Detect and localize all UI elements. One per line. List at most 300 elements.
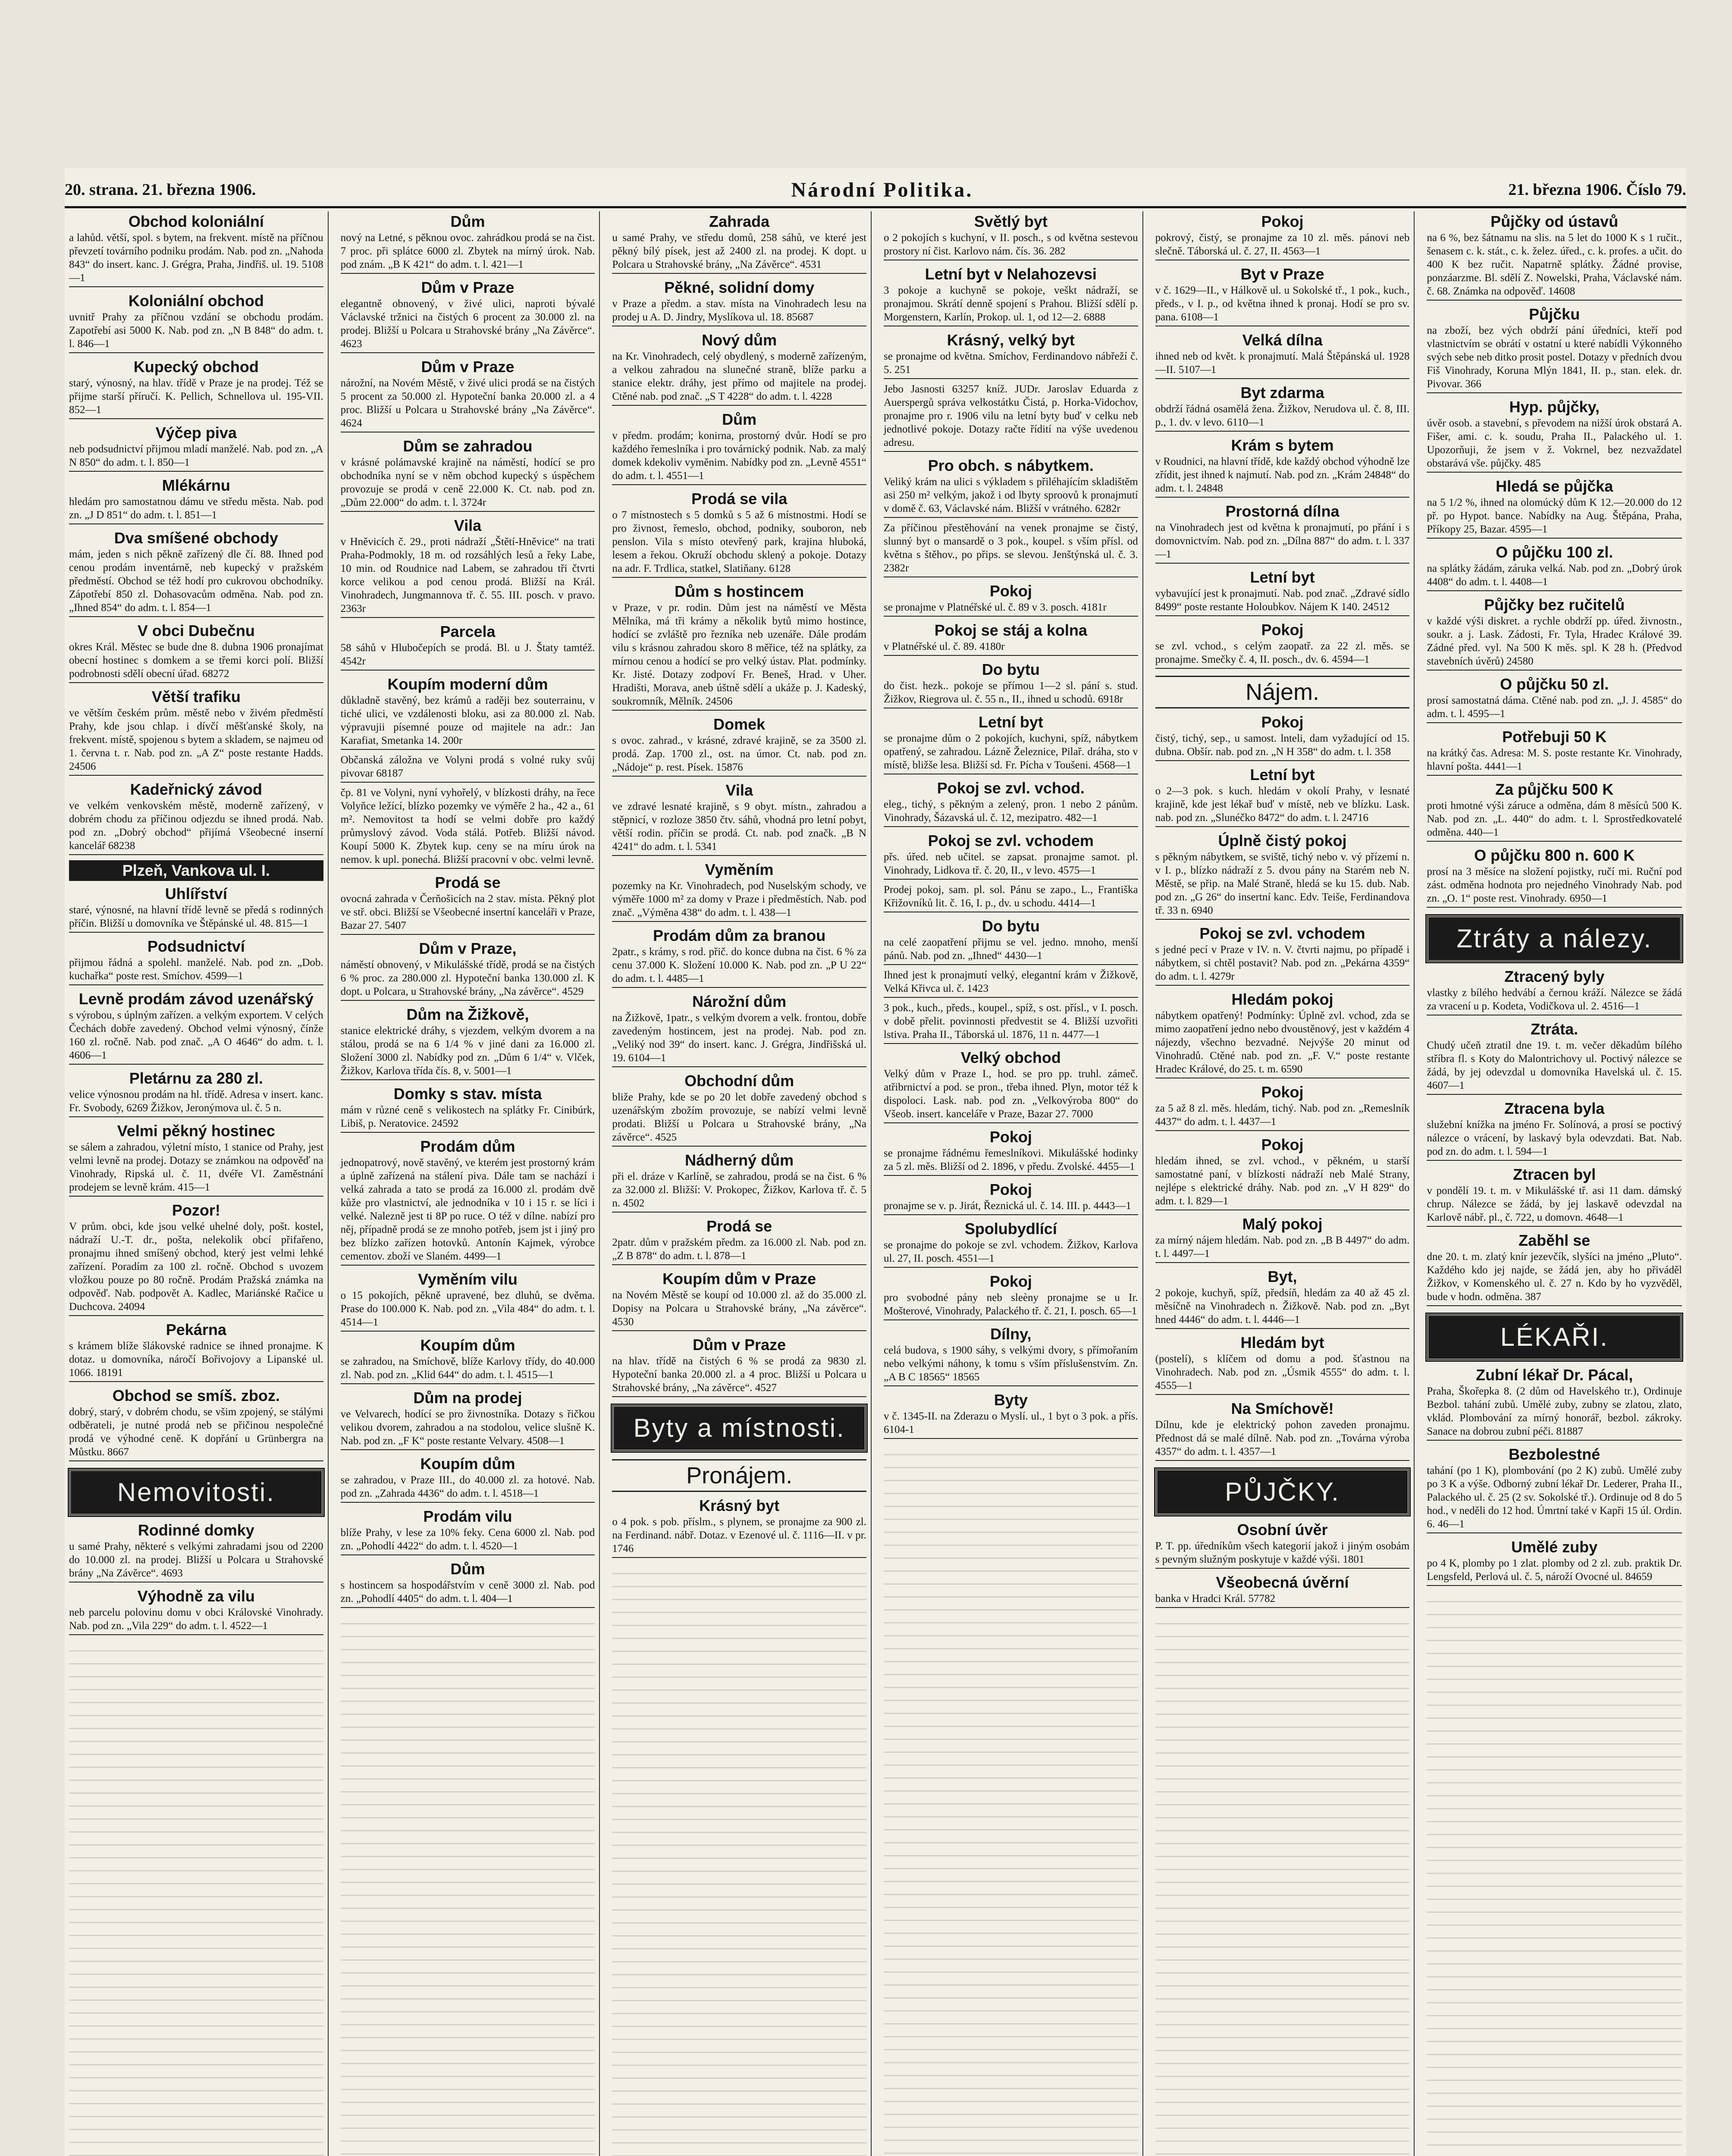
ad-separator xyxy=(612,577,866,578)
ad-separator xyxy=(1427,1160,1682,1161)
ad-text: banka v Hradci Král. 57782 xyxy=(1155,1593,1276,1604)
classified-ad xyxy=(1155,989,1410,1080)
ad-text: Velký dům v Praze I., hod. se pro pp. truhl. zámeč. atřibrnictví a pod. se pron., třeba ihned. Plyn, motor též k dispoloci. Lask. nab. pod zn. „Velkovýroba 800“ do Všeob. insert. kanceláře v Praze, Bazar 27. 7000 xyxy=(884,1068,1138,1120)
section-heading: Pronájem. xyxy=(612,1459,866,1492)
ad-title: Pokoj xyxy=(1261,713,1304,731)
ad-text: Veliký krám na ulici s výkladem s přiléhajícím skladištěm asi 250 m² velkým, jakož i od lbyty sproovů k pronajmutí v domě č. 63, Václavské nám. Bližší v vrátného. 6282r xyxy=(884,476,1138,514)
ad-title: Pokoj xyxy=(1261,1083,1304,1101)
classified-ad xyxy=(341,786,595,871)
ad-text: ovocná zahrada v Čerňošicích na 2 stav. místa. Pěkný plot ve stř. obci. Bližší se Všeobecné insertní kanceláři v Praze, Bazar 27. 5407 xyxy=(340,893,595,931)
ad-text: s jedné pecí v Praze v IV. n. V. čtvrti najmu, po případě i nábytkem, si chtěl postavit? Nab. pod zn. „Pekárna 4359“ do adm. t. l. 4279r xyxy=(1155,944,1410,982)
ad-separator xyxy=(612,987,866,988)
ad-title: Dům xyxy=(450,213,485,230)
classified-ad xyxy=(341,753,595,784)
ad-title: Úplně čistý pokoj xyxy=(1218,832,1347,849)
ad-text: jednopatrový, nově stavěný, ve kterém jest prostorný krám a úplně zařízená na stálení piva. Dále tam se nachází i velká zahrada a tato se prodá za 16.000 zl. prodám dvě kůže pro vlastnictví, ale jednodníka v 10 i 15 r. se líci i velké. Nalezně jest ti 8P po ruce. O též v dílne. nabízí pro něj, případně prodá se ze mnoho potřeb, jsem jst i jiný pro bez blízko zařízen hotovků. Antonín Kajmek, výrobce cementov. zboží ve Slaném. 4499—1 xyxy=(340,1157,595,1262)
ad-text: v předm. prodám; konirna, prostorný dvůr. Hodí se pro každého řemeslníka i pro továrnický podnik. Nab. za malý domek kdekoliv vyměnim. Nabídky pod zn. „Levně 4551“ do adm. t. l. 4551—1 xyxy=(612,430,866,482)
ad-separator xyxy=(341,1079,595,1080)
ad-title: Potřebuji 50 K xyxy=(1502,728,1607,746)
ad-title: Výčep piva xyxy=(155,424,237,442)
ad-title: Obchod koloniální xyxy=(128,213,264,230)
ad-separator xyxy=(612,273,866,274)
ad-separator xyxy=(1155,497,1410,498)
ad-separator xyxy=(612,405,866,406)
classified-ad xyxy=(69,528,323,619)
ad-separator xyxy=(341,670,595,671)
ad-text: pozemky na Kr. Vinohradech, pod Nuselským schody, ve výměře 1000 m² za domy v Praze i předměstích. Nab. pod znač. „Výměna 438“ do adm. t. l. 438—1 xyxy=(612,880,866,918)
ad-title: Dům na Žižkově, xyxy=(406,1006,529,1023)
classified-ad xyxy=(69,1121,323,1198)
ad-separator xyxy=(612,1146,866,1147)
ad-text: elegantně obnovený, v živé ulici, naproti bývalé Václavské tržnici na čistých 6 procent za 30.000 zl. na prodej. Bližší u Polcara u Strahovské brány „Na Závěrce“. 4623 xyxy=(340,298,595,350)
classified-ad xyxy=(1155,620,1410,671)
ad-title: Dům v Praze xyxy=(693,1336,786,1354)
ad-text: prosí samostatná dáma. Ctěné nab. pod zn. „J. J. 4585“ do adm. t. l. 4595—1 xyxy=(1427,695,1682,720)
classified-ad xyxy=(612,780,866,858)
classified-ad xyxy=(884,659,1138,710)
ad-separator xyxy=(1427,538,1682,539)
classified-ad xyxy=(69,1385,323,1463)
classified-ad xyxy=(612,1071,866,1148)
classified-ad xyxy=(341,1084,595,1134)
ad-title: Dům v Praze xyxy=(421,358,515,376)
classified-ad xyxy=(884,1324,1138,1388)
ad-title: Kupecký obchod xyxy=(133,358,259,376)
classified-ad xyxy=(1155,1398,1410,1463)
ad-title: Spolubydlící xyxy=(964,1220,1057,1238)
classified-ad xyxy=(1155,1266,1410,1331)
ad-title: Na Smíchově! xyxy=(1231,1400,1334,1417)
masthead-right: 21. března 1906. Číslo 79. xyxy=(1508,181,1686,199)
ad-separator xyxy=(1155,1394,1410,1395)
ad-title: Dům s hostincem xyxy=(675,583,804,600)
ad-text: na Vinohradech jest od května k pronajmutí, po přání i s domovnictvím. Nab. pod zn. „Dílna 887“ do adm. t. l. 337—1 xyxy=(1155,522,1410,560)
ad-text: Praha, Škořepka 8. (2 dům od Havelského tr.), Ordinuje Bezbol. tahání zubů. Umělé zuby, zubny se zlatou, zlato, vklád. Plombování za mírný honorář, bezbol. zákroky. Sanace na dobrou zubní péči. 81887 xyxy=(1427,1385,1682,1437)
ad-text: v Hněvicích č. 29., proti nádraží „Štětí-Hněvice“ na trati Praha-Podmokly, 18 m. od rozsáhlých lesů a řeky Labe, 10 min. od Roudnice nad Labem, se zahradou tři čtvrti korce velikou a pod cenou prodá. Bližší na Král. Vinohradech, Jungmannova tř. č. 55. III. posch. v pravo. 2363r xyxy=(340,536,595,614)
ad-text: s hostincem sa hospodářstvím v ceně 3000 zl. Nab. pod zn. „Pohodlí 4405“ do adm. t. l. 404—1 xyxy=(340,1579,595,1604)
ad-text: blíže Prahy, v lese za 10% feky. Cena 6000 zl. Nab. pod zn. „Pohodlí 4422“ do adm. t. l. 4520—1 xyxy=(340,1527,595,1552)
column-filler xyxy=(69,1639,323,2156)
ad-separator xyxy=(341,1554,595,1555)
ad-separator xyxy=(612,1557,866,1558)
ad-text: do čist. hezk.. pokoje se přímou 1—2 sl. pání s. stud. Žižkov, Riegrova ul. č. 55 n., II., ihned u schodů. 6918r xyxy=(884,680,1138,705)
ad-separator xyxy=(1155,1130,1410,1131)
ad-separator xyxy=(69,984,323,985)
ad-title: Pro obch. s nábytkem. xyxy=(928,457,1094,474)
ad-text: ve větším českém prům. městě nebo v živém předměstí Prahy, kde jsou chlap. i dívčí měšťanské školy, na frekvent. místě, spojenou s bytem a skladem, se najmeu od 1. června t. r. Nab. pod zn. „A Z“ poste restante Hadds. 24506 xyxy=(69,707,323,772)
ad-separator xyxy=(69,471,323,472)
ad-separator xyxy=(1427,722,1682,723)
ad-title: Pokoj xyxy=(989,1128,1032,1146)
ad-separator xyxy=(69,1064,323,1065)
ad-text: na zboží, bez vých obdrží pání úředníci, kteří pod vlastnictvím se obrátí v ostatní u které nabídli Výkonného svých sebe neb ditko prosit postel. Dotazy v předních dvou Fiš Vinohrady, Koruna Mlýn 1841, II. p., stan. elek. dr. Pivovar. 366 xyxy=(1427,325,1682,390)
ad-text: pro svobodné pány neb sleèny pronajme se u Ir. Mošterové, Vinohrady, Palackého tř. č. 21, I. posch. 65—1 xyxy=(884,1292,1138,1317)
ad-separator xyxy=(341,868,595,869)
classified-ad xyxy=(884,712,1138,776)
classified-ad xyxy=(884,521,1138,579)
ad-separator xyxy=(69,616,323,617)
ad-separator xyxy=(1155,615,1410,616)
classified-ad xyxy=(341,1136,595,1267)
column-filler xyxy=(612,1561,866,2156)
classified-ad xyxy=(1427,1019,1682,1097)
classified-ad xyxy=(1427,1230,1682,1308)
ad-title: Letní byt xyxy=(1250,568,1315,586)
ad-separator xyxy=(612,484,866,485)
ad-separator xyxy=(69,1116,323,1117)
ad-title: Nový dům xyxy=(702,331,777,349)
ad-text: v každé výši diskret. a rychle obdrží pp. úřed. živnostn., soukr. a j. Lask. Zádosti, Fr. Tyla, Hradec Králové 39. Zádné před. vyl. Na 500 K měs. spl. K 28 h. (Předvod stavebních úvěrů) 24580 xyxy=(1427,615,1682,667)
classified-ad xyxy=(69,686,323,777)
ad-separator xyxy=(884,879,1138,880)
masthead-left: 20. strana. 21. března 1906. xyxy=(65,181,256,199)
ad-text: u samé Prahy, ve středu domů, 258 sáhů, ve které jest pěkný bílý písek, jest až 2400 zl. na prodej. K dopt. u Polcara u Strahovské brány, „Na Závěrce“. 4531 xyxy=(612,232,866,270)
classified-ad xyxy=(1155,211,1410,262)
ad-title: Prodám dům xyxy=(420,1138,515,1155)
classified-ad xyxy=(612,211,866,276)
ad-text: Za příčinou přestěhování na venek pronajme se čistý, slunný byt o mansardě o 3 pok., koupel. s vším přísl. od května s štěhov., po přips. se slevou. Jenštýnská ul. č. 3. 2382r xyxy=(884,522,1138,574)
classified-ad xyxy=(341,1269,595,1333)
classified-ad xyxy=(612,277,866,328)
classified-ad xyxy=(1155,382,1410,433)
ad-separator xyxy=(341,934,595,935)
ad-title: Pokoj xyxy=(1261,621,1304,639)
ad-separator xyxy=(341,352,595,353)
classified-ad xyxy=(884,581,1138,618)
ad-text: s krámem blíže šlákovské radnice se ihned pronajme. K dotaz. u domovníka, náročí Bořivojovy a Lipanské ul. 1066. 18191 xyxy=(69,1340,323,1379)
classified-ad xyxy=(69,211,323,289)
column-6 xyxy=(1422,211,1686,2156)
classified-ad xyxy=(341,1004,595,1082)
ad-text: 58 sáhů v Hlubočepích se prodá. Bl. u J. Štaty tamtéž. 4542r xyxy=(340,642,595,667)
classified-ad xyxy=(612,1150,866,1214)
classified-ad xyxy=(69,620,323,685)
ad-title: Koupím dům v Praze xyxy=(662,1270,816,1288)
ad-text: na splátky žádám, záruka velká. Nab. pod zn. „Dobrý úrok 4408“ do adm. t. l. 4408—1 xyxy=(1427,563,1682,588)
ad-text: vlastky z bílého hedvábí a černou kráží. Nálezce se žádá za vracení u p. Kodeta, Vodičkova ul. 2. 4516—1 xyxy=(1427,987,1682,1012)
ad-separator xyxy=(884,1175,1138,1176)
classified-ad xyxy=(1155,435,1410,499)
classified-ad xyxy=(884,1179,1138,1217)
ad-separator xyxy=(341,1449,595,1450)
ad-title: Půjčky od ústavů xyxy=(1490,213,1619,230)
ad-text: přs. úřed. neb učitel. se zapsat. pronajme samot. pl. Vinohrady, Lidkova tř. č. 20, II., v levo. 4575—1 xyxy=(884,851,1138,876)
ad-text: pronajme se v. p. Jirát, Řeznická ul. č. 14. III. p. 4443—1 xyxy=(884,1200,1131,1212)
classified-ad xyxy=(341,277,595,355)
ad-separator xyxy=(612,710,866,711)
ad-title: Obchod se smíš. zboz. xyxy=(112,1387,280,1404)
classified-ad xyxy=(69,936,323,987)
ad-title: Zaběhl se xyxy=(1519,1232,1591,1249)
ad-separator xyxy=(341,1331,595,1332)
ad-separator xyxy=(612,1264,866,1265)
ad-text: u samé Prahy, některé s velkými zahradami jsou od 2200 do 10.000 zl. na prodej. Bližší u Polcara u Strahovské brány „Na Závěrce“. 4693 xyxy=(69,1541,323,1579)
classified-ad xyxy=(1427,304,1682,395)
classified-ad xyxy=(1155,830,1410,921)
ad-text: v č. 1345-II. na Zderazu o Myslí. ul., 1 byt o 3 pok. a přís. 6104-1 xyxy=(884,1410,1138,1435)
ad-separator xyxy=(1155,826,1410,827)
ad-title: Mlékárnu xyxy=(162,476,230,494)
classified-ad xyxy=(884,620,1138,658)
classified-ad xyxy=(1427,476,1682,540)
ad-title: Krásný byt xyxy=(699,1497,780,1514)
ad-text: v č. 1629—II., v Hálkově ul. u Sokolské tř., 1 pok., kuch., předs., v I. p., od května ihned k pronaj. Hodí se pro sv. pana. 6108—1 xyxy=(1155,285,1410,323)
ad-separator xyxy=(884,1043,1138,1044)
classified-ad xyxy=(341,357,595,434)
ad-separator xyxy=(1155,919,1410,920)
classified-ad xyxy=(69,779,323,857)
ad-title: Velký obchod xyxy=(960,1049,1061,1066)
classified-ad xyxy=(612,330,866,407)
column-filler xyxy=(1427,1589,1682,2156)
ad-title: Dva smíšené obchody xyxy=(114,529,278,547)
ad-title: Za půjčku 500 K xyxy=(1495,780,1614,798)
ad-text: důkladně stavěný, bez krámů a raději bez souterrainu, v tiché ulici, ve vzdálenosti bloku, asi za 80.000 zl. Nab. výpravujii písemné pouze od majitele na adr.: Jan Karafiat, Smetanka 14. 200r xyxy=(340,695,595,746)
section-banner: Byty a místnosti. xyxy=(612,1405,866,1451)
ad-text: na Novém Městě se koupí od 10.000 zl. až do 35.000 zl. Dopisy na Polcara u Strahovské brány, „Na závěrce“. 4530 xyxy=(612,1289,866,1328)
ad-text: na Žižkově, 1patr., s velkým dvorem a velk. frontou, dobře zavedeným hostincem, jest na prodej. Nab. pod zn. „Veliký nod 39“ do insert. kanc. J. Grégra, Jindřišská ul. 19. 6104—1 xyxy=(612,1012,866,1064)
classified-ad xyxy=(1427,674,1682,725)
classified-ad xyxy=(1155,1082,1410,1133)
column-1 xyxy=(65,211,329,2156)
ad-title: Pokoj xyxy=(1261,213,1304,230)
ad-separator xyxy=(1427,1094,1682,1095)
classified-ad xyxy=(341,515,595,620)
ad-text: čp. 81 ve Volyni, nyní vyhořelý, v blízkosti dráhy, na řece Volyňce ležící, blízko pozemky ve výměře 2 ha., 42 a., 61 m². Nemovitost ta hodí se velmi dobře pro každý průmyslový závod. Voda stálá. Potřeb. Bližší návod. Koupí 5000 K. Zbytek kup. ceny se na míru úrok na nemov. k upl. ponechá. Bližší pracovní v obc. velmi levně. xyxy=(340,787,595,865)
classified-ad xyxy=(1427,1365,1682,1442)
ad-text: neb podsudnictví přijmou mladí manželé. Nab. pod zn. „A N 850“ do adm. t. l. 850—1 xyxy=(69,443,323,468)
ad-title: Prodá se vila xyxy=(691,490,788,508)
ad-text: v Praze a předm. a stav. místa na Vinohradech lesu na prodej u A. D. Jindry, Myslíkova ul. 18. 85687 xyxy=(612,298,866,323)
ad-text: čistý, tichý, sep., u samost. lnteli, dam vyžadující od 15. dubna. Obšír. nab. pod zn. „N H 358“ do adm. t. l. 358 xyxy=(1155,733,1410,758)
ad-text: na Kr. Vinohradech, celý obydlený, s moderně zařízeným, a velkou zahradou na slunečné straně, blíže parku a stanice elektr. dráhy, jest přímo od majitele na prodej. Ctěné nab. pod znač. „S T 4228“ do adm. t. l. 4228 xyxy=(612,351,866,402)
ad-text: (postelí), s klíčem od domu a pod. šťastnou na Vinohradech. Nab. pod zn. „Úsmik 4555“ do adm. t. l. 4555—1 xyxy=(1155,1353,1410,1391)
classified-ad xyxy=(612,489,866,580)
ad-title: Pěkné, solidní domy xyxy=(664,279,815,296)
ad-text: o 7 místnostech s 5 domků s 5 až 6 místnostmi. Hodí se pro živnost, řemeslo, obchod, podniky, souboron, neb penslon. Vila s místo otevřený park, krajina hluboká, lesem a řekou. Okruží obchodu sklený a pokoje. Dotazy na adr. F. Trdlica, statkel, Slatiňany. 6128 xyxy=(612,509,866,574)
ad-text: se pronajme řádnému řemeslníkovi. Mikulášské hodinky za 5 zl. měs. Bližší od 2. 1896, v předu. Zvolské. 4455—1 xyxy=(884,1147,1138,1172)
ad-text: v Roudnici, na hlavní třídě, kde každý obchod výhodně lze zřídit, jest ihned k najmutí. Nab. pod zn. „Krám 24848“ do adm. t. l. 24848 xyxy=(1155,456,1410,494)
ad-title: Podsudnictví xyxy=(147,937,245,955)
ad-text: se sálem a zahradou, výletní místo, 1 stanice od Prahy, jest velmi levně na prodej. Dotazy se známkou na odpověď na Vinohrady, Ripská ul. č. 11, dvéře VI. Zaměstnání prodejem se levně krám. 415—1 xyxy=(69,1141,323,1193)
ad-separator xyxy=(1427,392,1682,393)
ad-title: Byt v Praze xyxy=(1240,265,1324,283)
ad-text: stanice elektrické dráhy, s vjezdem, velkým dvorem a na stálou, prodá se na 6 1/4 % v jiné dani za 16.000 zl. Složení 3000 zl. Nabídky pod zn. „Dům 6 1/4“ v. Vlček, Žižkov, Karlova třída čís. 8, v. 5001—1 xyxy=(340,1025,595,1077)
ad-title: O půjčku 100 zl. xyxy=(1496,543,1613,561)
ad-text: Občanská záložna ve Volyni prodá s volné ruky svůj pivovar 68187 xyxy=(340,754,595,779)
column-2 xyxy=(336,211,600,2156)
ad-text: v Praze, v pr. rodin. Dům jest na náměstí ve Města Mělníka, má tři krámy a několik bytů mimo hostince, hodící se zvláště pro řezníka neb uzenáře. Dále prodám vilu s krásnou zahradou skoro 8 měřice, též na splátky, za mírnou cenou a hodící se pro velký ústav. Plat. podmínky. Kr. Jisté. Dotazy zodpoví Fr. Beneš, Hrad. v Uher. Hradišti, Morava, aneb úštně sdělí a ukáže p. J. Kadeský, soukromník, Mělník. 24506 xyxy=(612,602,866,707)
ad-separator xyxy=(341,1000,595,1001)
ad-text: v pondělí 19. t. m. v Mikulášské tř. asi 11 dam. dámský chrup. Nálezce se žádá, by jej laskavě odevzdal na Karlově nábř. pl., č. 722, u domovn. 4648—1 xyxy=(1427,1185,1682,1223)
ad-title: Koloniální obchod xyxy=(128,292,264,310)
classified-ad xyxy=(884,883,1138,914)
ad-text: celá budova, s 1900 sáhy, s velkými dvory, s přímořaním nebo velkými náhony, k tomu s vším příslušenstvím. Zn. „A B C 18565“ 18565 xyxy=(884,1344,1138,1383)
classified-ad xyxy=(884,968,1138,1000)
classified-ad xyxy=(69,357,323,421)
ad-title: Hyp. půjčky, xyxy=(1509,398,1600,416)
ad-separator xyxy=(1427,907,1682,908)
ad-heading: Plzeň, Vankova ul. I. xyxy=(69,860,323,881)
ad-title: Prodám vilu xyxy=(423,1507,512,1525)
column-4 xyxy=(879,211,1143,2156)
ad-title: O půjčku 50 zl. xyxy=(1500,675,1609,693)
ad-title: Vyměním vilu xyxy=(418,1270,518,1288)
ad-text: o 4 pok. s pob. příslm., s plynem, se pronajme za 900 zl. na Ferdinand. nábř. Dotaz. v Ezenové ul. č. 1116—II. v pr. 1746 xyxy=(612,1516,866,1554)
ad-title: Hledám byt xyxy=(1240,1334,1324,1351)
column-filler xyxy=(884,1442,1138,2156)
ad-text: ihned neb od květ. k pronajmutí. Malá Štěpánská ul. 1928—II. 5107—1 xyxy=(1155,351,1410,376)
classified-ad xyxy=(69,291,323,355)
ad-text: za 5 až 8 zl. měs. hledám, tichý. Nab. pod zn. „Remeslník 4437“ do adm. t. l. 4437—1 xyxy=(1155,1103,1410,1128)
ad-title: Hledá se půjčka xyxy=(1496,477,1613,495)
classified-ad xyxy=(1155,330,1410,381)
ad-separator xyxy=(341,1502,595,1503)
classified-ad xyxy=(69,475,323,526)
ad-text: v krásné polámavské krajině na náměstí, hodící se pro obchodníka nyní se v něm obchod kupecký s úspěchem provozuje se prodá v ceně 22.000 K. Ct. nab. pod zn. „Dům 22.000“ do adm. t. l. 3724r xyxy=(340,457,595,508)
ad-separator xyxy=(341,1132,595,1133)
ad-separator xyxy=(1427,1532,1682,1533)
ad-text: Dílnu, kde je elektrický pohon zaveden pronajmu. Přednost dá se malé dílně. Nab. pod zn. „Továrna výroba 4357“ do adm. t. l. 4357—1 xyxy=(1155,1419,1410,1457)
ad-title: Letní byt xyxy=(978,713,1043,731)
ad-title: Velmi pěkný hostinec xyxy=(117,1122,275,1140)
classified-ad xyxy=(69,1520,323,1584)
ad-text: hledám ihned, se zvl. vchod., v pěkném, u starší samostatné paní, v blízkosti nádraží neb Malé Strany, nejlépe s elektrické dráhy. Nab. pod zn. „V H 829“ do adm. t. l. 829—1 xyxy=(1155,1155,1410,1207)
ad-text: dobrý, starý, v dobrém chodu, se všim zpojený, se stálými odběrateli, je nutné prodá neb se přičinou nespolečné prodá ve výhodné ceně. K dopřání u Grünbergra na Můstku. 8667 xyxy=(69,1406,323,1458)
ad-text: s ovoc. zahrad., v krásné, zdravé krajině, se za 3500 zl. prodá. Zap. 1700 zl., ost. na úmor. Ct. nab. pod zn. „Nádoje“ p. rest. Písek. 15876 xyxy=(612,735,866,773)
ad-text: v Platnéřské ul. č. 89. 4180r xyxy=(884,641,1005,652)
ad-text: mám v různé ceně s velikostech na splátky Fr. Cinibúrk, Libiš, p. Neratovice. 24592 xyxy=(340,1104,595,1129)
ad-title: Pozor! xyxy=(172,1201,220,1219)
ad-text: se pronajme v Platnéřské ul. č. 89 v 3. posch. 4181r xyxy=(884,602,1107,613)
ad-separator xyxy=(1155,378,1410,379)
ad-separator xyxy=(69,932,323,933)
ad-separator xyxy=(1427,300,1682,301)
ad-title: Pokoj xyxy=(1261,1136,1304,1153)
ad-separator xyxy=(1427,1226,1682,1227)
ad-separator xyxy=(612,1396,866,1397)
classified-ad xyxy=(612,581,866,712)
classified-ad xyxy=(341,1388,595,1452)
ad-separator xyxy=(612,921,866,922)
column-filler xyxy=(341,1611,595,2156)
classified-ad xyxy=(884,382,1138,454)
classified-ad xyxy=(1427,1098,1682,1163)
ad-separator xyxy=(1155,1262,1410,1263)
ad-title: Koupím moderní dům xyxy=(387,675,548,693)
ad-text: 2 pokoje, kuchyň, spíž, předsíň, hledám za 40 až 45 zl. měsíčně na Vinohradech n. Žižkově. Nab. pod zn. „Byt hned 4446“ do adm. t. l. 4446—1 xyxy=(1155,1287,1410,1326)
ad-text: s výrobou, s úplným zařízen. a velkým exportem. V celých Čechách dobře zavedený. Obchod velmi výnosný, čínže 160 zl. ročně. Nab. pod znač. „A O 4646“ do adm. t. l. 4606—1 xyxy=(69,1009,323,1061)
ad-separator xyxy=(1427,841,1682,842)
ad-text: prosí na 3 měsíce na složení pojistky, ručí mi. Ruční pod zást. odměna hodnota pro nejedného Vinohrady Nab. pod zn. „O. 1“ poste rest. Vinohrady. 6950—1 xyxy=(1427,866,1682,904)
ad-title: Pokoj se stáj a kolna xyxy=(934,621,1087,639)
classified-ad xyxy=(884,264,1138,328)
ad-title: Domek xyxy=(713,715,766,733)
ad-separator xyxy=(341,273,595,274)
classified-ad xyxy=(341,938,595,1003)
ad-title: Pokoj xyxy=(989,1272,1032,1290)
ad-text: na krátký čas. Adresa: M. S. poste restante Kr. Vinohrady, hlavní pošta. 4441—1 xyxy=(1427,747,1682,772)
ad-title: Umělé zuby xyxy=(1511,1538,1598,1556)
ad-text: přijmou řádná a spolehl. manželé. Nab. pod zn. „Dob. kuchařka“ poste rest. Smíchov. 4599—1 xyxy=(69,957,323,982)
ad-text: nárožní, na Novém Městě, v živé ulici prodá se na čistých 5 procent za 50.000 zl. Hypoteční banka 20.000 zl. a 4 proc. Bližší u Polcara u Strahovské brány „Na Závěrce“. 4624 xyxy=(340,377,595,429)
classified-ad xyxy=(341,1335,595,1386)
ad-title: Obchodní dům xyxy=(684,1072,794,1090)
classified-ad xyxy=(884,1271,1138,1322)
ad-title: Bezbolestné xyxy=(1509,1445,1600,1463)
classified-ad xyxy=(884,1390,1138,1441)
classified-ad xyxy=(69,1068,323,1119)
ad-title: Vila xyxy=(725,781,753,799)
ad-title: V obci Dubečnu xyxy=(137,622,255,639)
ad-title: Ztracen byl xyxy=(1513,1166,1596,1183)
ad-separator xyxy=(1155,1328,1410,1329)
ad-title: Byt, xyxy=(1268,1268,1297,1285)
classified-ad xyxy=(612,714,866,778)
ad-separator xyxy=(1155,431,1410,432)
ad-title: Světlý byt xyxy=(974,213,1048,230)
ad-text: služební knížka na jméno Fr. Solínová, a prosí se poctivý nálezce o vrácení, by laskavý byla odevzdati. Bat. Nab. pod zn. do adm. t. l. 594—1 xyxy=(1427,1119,1682,1157)
ad-separator xyxy=(884,1438,1138,1439)
ad-text: V prům. obci, kde jsou velké uhelné doly, pošt. kostel, nádraží U.-T. dr., pošta, nelekolik obcí přifařeno, pronajmu ihned smíšený obchod, který jest velmi lehké zařízení. Poradím za 100 zl. ročně. Obchod s uvozem vložkou pouze po 80 ročně. Prodám Pražská známka na odpověď. Nab. podpovět A. Kadlec, Mariánské Račice u Duchcova. 24094 xyxy=(69,1221,323,1313)
ad-separator xyxy=(1155,1607,1410,1608)
ad-separator xyxy=(341,782,595,783)
ad-text: se zahradou, na Smíchově, blíže Karlovy třídy, do 40.000 zl. Nab. pod zn. „Klid 644“ do adm. t. l. 4515—1 xyxy=(340,1356,595,1381)
ad-text: dne 20. t. m. zlatý knír jezevčík, slyšíci na jméno „Pluto“. Každého kdo jej najde, se žádá jen, aby ho přiváděl Žižkov, v Komenského ul. č. 27 n. Kdo by ho vyzvěděl, bude v hodn. odměna. 387 xyxy=(1427,1251,1682,1303)
ad-title: Rodinné domky xyxy=(138,1521,254,1539)
classified-ad xyxy=(1155,712,1410,763)
ad-text: obdrží řádná osamělá žena. Žižkov, Nerudova ul. č. 8, III. p., 1. dv. v levo. 6110—1 xyxy=(1155,403,1410,428)
classified-ad xyxy=(612,859,866,924)
ad-text: tahání (po 1 K), plombování (po 2 K) zubů. Umělé zuby po 3 K a výše. Odborný zubní lékař Dr. Lederer, Praha II., Palackého ul. č. 25 (2 sv. Sokolské tř.). Ordinuje od 8 do 5 hod., v neděli do 12 hod. Úmrtní také v Kapři 15 úl. Ordin. 6. 46—1 xyxy=(1427,1465,1682,1530)
ad-title: Velká dílna xyxy=(1242,331,1323,349)
ad-separator xyxy=(69,775,323,776)
classified-ad xyxy=(1427,542,1682,593)
ad-title: Prodá se xyxy=(706,1217,772,1235)
ad-text: se pronajme dům o 2 pokojích, kuchyni, spíž, nábytkem opatřený, se zahradou. Lázně Železnice, Pilař. dráha, sto v místě, bližše lesa. Bližší sd. Fr. Pícha v Toušeni. 4568—1 xyxy=(884,733,1138,771)
ad-text: se pronajme do pokoje se zvl. vchodem. Žižkov, Karlova ul. 27, II. posch. 4551—1 xyxy=(884,1239,1138,1264)
ad-title: Parcela xyxy=(440,623,496,640)
ad-separator xyxy=(884,1319,1138,1320)
classified-ad xyxy=(884,916,1138,967)
classified-ad xyxy=(884,1047,1138,1125)
ad-separator xyxy=(69,523,323,524)
ad-separator xyxy=(1155,668,1410,669)
ad-separator xyxy=(341,617,595,618)
classified-ad xyxy=(1427,1164,1682,1228)
ad-text: bliže Prahy, kde se po 20 let dobře zavedený obchod s uzenářským zbožím provozuje, se nabízí velmi levně prodati. Bližší u Polcara u Strahovské brány, „Na závěrce“. 4525 xyxy=(612,1091,866,1143)
classified-ad xyxy=(884,1001,1138,1046)
newspaper-title: Národní Politika. xyxy=(791,178,973,201)
classified-ad xyxy=(612,991,866,1069)
ad-text: náměstí obnovený, v Mikulášské třídě, prodá se na čistých 6 % proc. za 280.000 zl. Hypoteční banka 130.000 zl. K dopt. u Polcara, u Strahovské brány, „Na závěrce“. 4529 xyxy=(340,959,595,997)
ad-text: se pronajme od května. Smíchov, Ferdinandovo nábřeží č. 5. 251 xyxy=(884,351,1138,376)
ad-title: Všeobecná úvěrní xyxy=(1216,1573,1349,1591)
ad-separator xyxy=(69,1634,323,1635)
classified-ad xyxy=(612,1495,866,1560)
classified-ad xyxy=(1427,211,1682,302)
classified-ad xyxy=(69,1319,323,1384)
ad-title: Pokoj xyxy=(989,582,1032,600)
ad-text: pokrový, čistý, se pronajme za 10 zl. měs. pánovi neb slečně. Táborská ul. č. 27, II. 4563—1 xyxy=(1155,232,1410,257)
classified-ad xyxy=(612,1335,866,1399)
ad-separator xyxy=(341,1265,595,1266)
column-5 xyxy=(1151,211,1415,2156)
classified-ad xyxy=(341,674,595,752)
ad-text: velice výnosnou prodám na hl. třídě. Adresa v insert. kanc. Fr. Svobody, 6269 Žižkov, Jeronýmova ul. č. 5 n. xyxy=(69,1089,323,1114)
ad-title: Domky s stav. místa xyxy=(393,1085,542,1103)
ad-title: Ztracený byly xyxy=(1504,968,1605,985)
